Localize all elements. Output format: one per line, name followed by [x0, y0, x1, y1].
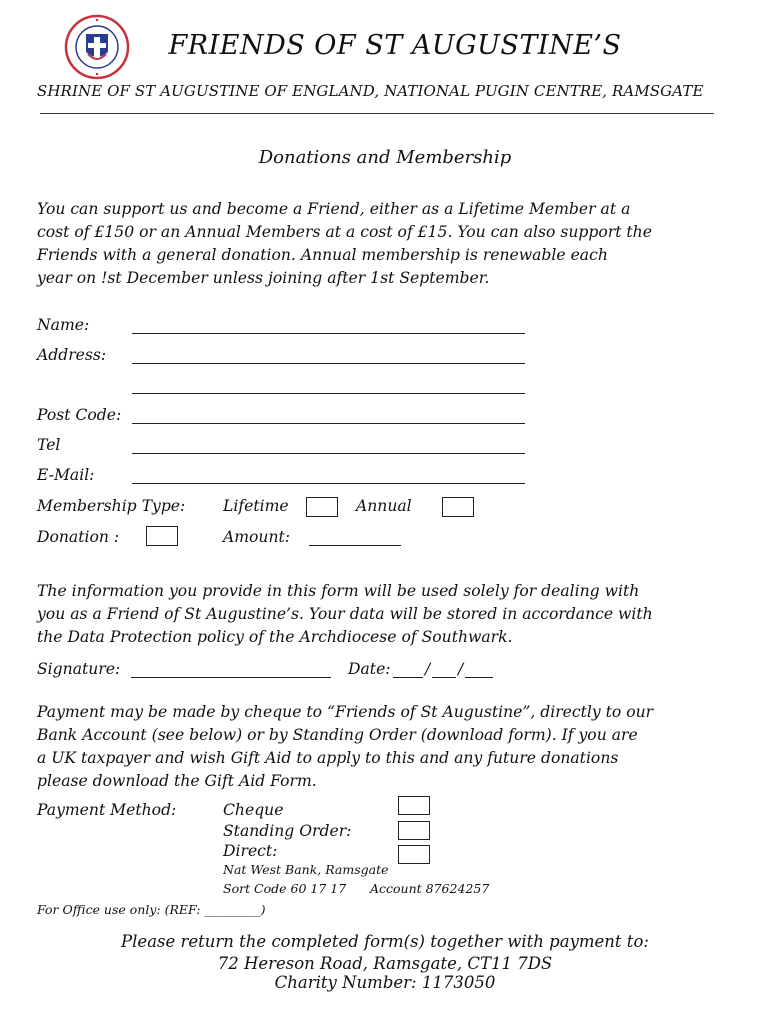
payment-paragraph: Payment may be made by cheque to “Friends of St Augustine”, directly to our Bank Account (see below) or by Standing Order (download form). If you are a UK taxpayer and wish Gift Aid to apply to this and any future donations please download the Gift Aid Form.	[37, 703, 654, 790]
donation-label: Donation :	[37, 528, 120, 546]
cheque-label: Cheque	[223, 801, 284, 819]
return-instruction: Please return the completed form(s) together with payment to:	[121, 932, 649, 951]
amount-field[interactable]	[309, 545, 401, 546]
charity-number: Charity Number: 1173050	[274, 973, 496, 992]
annual-checkbox[interactable]	[442, 497, 474, 517]
payment-method-label: Payment Method:	[37, 801, 177, 819]
bank-name: Nat West Bank, Ramsgate	[223, 862, 389, 877]
name-label: Name:	[37, 316, 90, 334]
office-use-note: For Office use only: (REF: _________)	[37, 902, 266, 917]
cheque-checkbox[interactable]	[398, 796, 430, 815]
tel-label: Tel	[37, 436, 61, 454]
date-separator: /	[425, 660, 431, 678]
sort-code: Sort Code 60 17 17	[223, 881, 347, 896]
donation-checkbox[interactable]	[146, 526, 178, 546]
annual-label: Annual	[356, 497, 412, 515]
signature-field[interactable]	[131, 677, 331, 678]
date-month-field[interactable]	[432, 677, 456, 678]
account-number: Account 87624257	[370, 881, 490, 896]
address-field-line1[interactable]	[132, 363, 525, 364]
date-label: Date:	[348, 660, 391, 678]
return-address: 72 Hereson Road, Ramsgate, CT11 7DS	[217, 954, 553, 973]
name-field[interactable]	[132, 333, 525, 334]
intro-paragraph: You can support us and become a Friend, either as a Lifetime Member at a cost of £150 or an Annual Members at a cost of £15. You can also support the Friends with a general donation. Annual membership is renewable each year on !st December unless joining after 1st September.	[37, 200, 652, 287]
lifetime-label: Lifetime	[223, 497, 289, 515]
tel-field[interactable]	[132, 453, 525, 454]
page-title: FRIENDS OF ST AUGUSTINE’S	[168, 30, 622, 61]
direct-checkbox[interactable]	[398, 845, 430, 864]
date-separator: /	[458, 660, 464, 678]
signature-label: Signature:	[37, 660, 121, 678]
email-label: E-Mail:	[37, 466, 95, 484]
standing-order-label: Standing Order:	[223, 822, 352, 840]
address-label: Address:	[37, 346, 107, 364]
lifetime-checkbox[interactable]	[306, 497, 338, 517]
email-field[interactable]	[132, 483, 525, 484]
date-day-field[interactable]	[393, 677, 423, 678]
date-year-field[interactable]	[465, 677, 493, 678]
privacy-paragraph: The information you provide in this form will be used solely for dealing with you as a Friend of St Augustine’s. Your data will be stored in accordance with the Data Protection policy of the Archdiocese of Southwark.	[37, 582, 653, 646]
postcode-field[interactable]	[132, 423, 525, 424]
amount-label: Amount:	[223, 528, 291, 546]
page-subtitle: SHRINE OF ST AUGUSTINE OF ENGLAND, NATIONAL PUGIN CENTRE, RAMSGATE	[37, 82, 704, 100]
section-heading: Donations and Membership	[258, 147, 512, 168]
standing-order-checkbox[interactable]	[398, 821, 430, 840]
address-field-line2[interactable]	[132, 393, 525, 394]
header-divider	[40, 113, 714, 114]
direct-label: Direct:	[223, 842, 278, 860]
membership-type-label: Membership Type:	[37, 497, 186, 515]
postcode-label: Post Code:	[37, 406, 122, 424]
